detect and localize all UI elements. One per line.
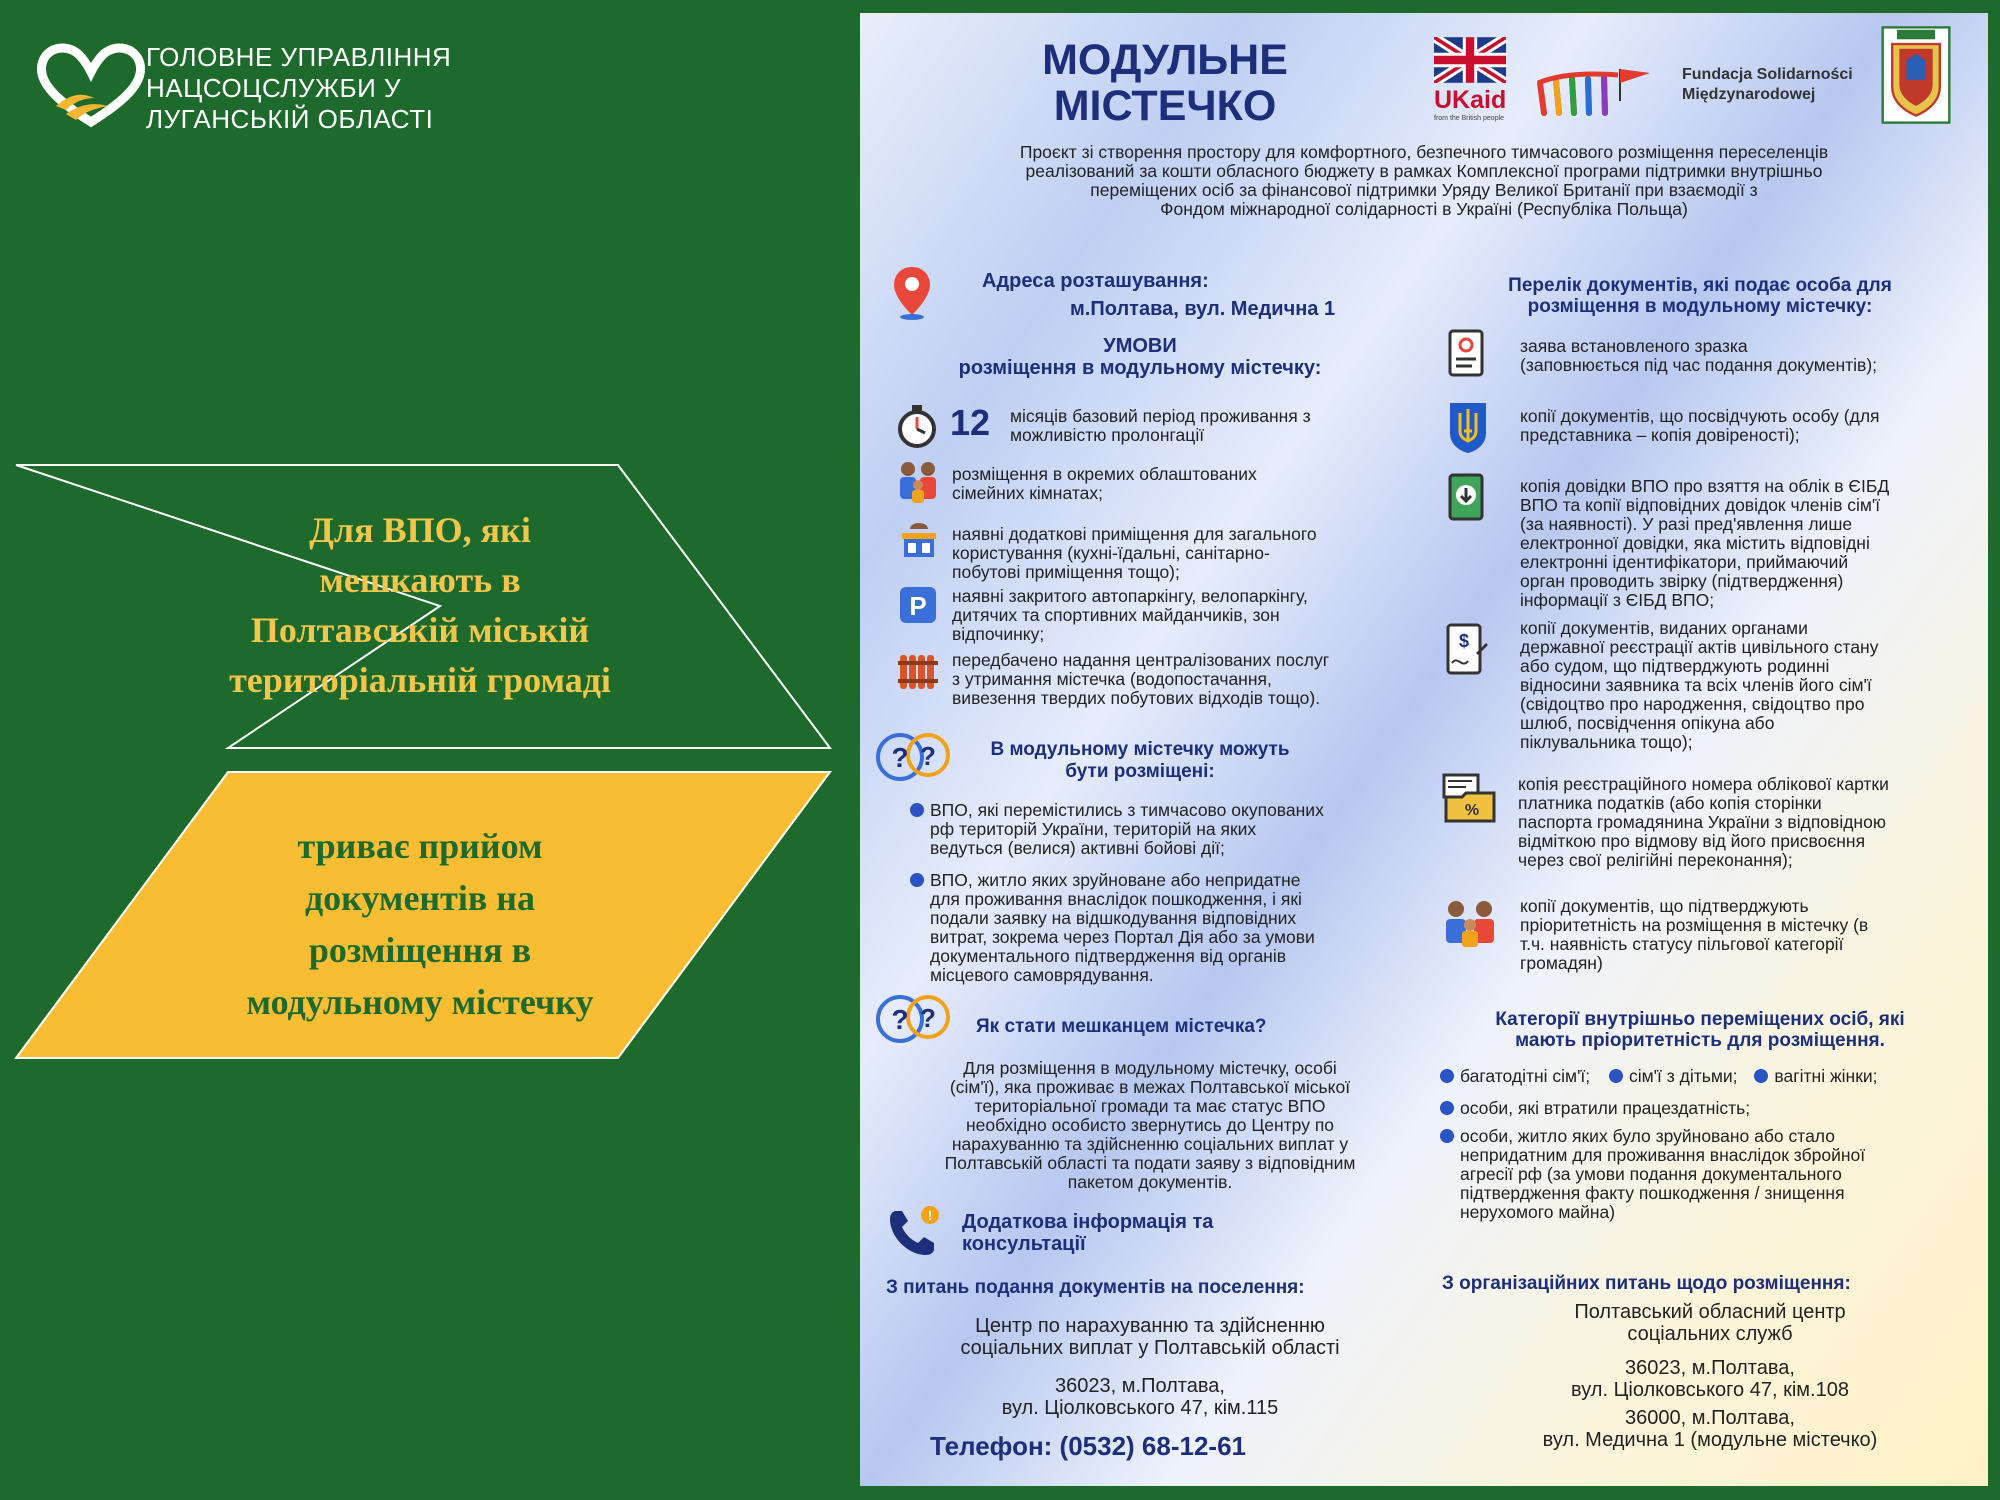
svg-text:$: $	[1458, 631, 1470, 651]
categories-title-line: Категорії внутрішньо переміщених осіб, які	[1495, 1009, 1905, 1030]
categories-title	[1420, 1009, 1980, 1051]
who-title-line: В модульному містечку можуть	[990, 739, 1290, 760]
category-line: особи, житло яких було зруйновано або стало	[1460, 1126, 1835, 1146]
shape-line: документів на	[304, 878, 536, 918]
application-form-icon	[1448, 329, 1488, 379]
shape-line: Для ВПО, які	[309, 510, 531, 550]
location-pin-icon	[892, 265, 932, 321]
info-title-line: консультації	[962, 1233, 1086, 1255]
documents-list-title-line: Перелік документів, які подає особа для	[1508, 275, 1892, 296]
intro-line: реалізований за кошти обласного бюджету в рамках Комплексної програми підтримки внутрішньо	[1025, 161, 1823, 181]
stopwatch-icon	[894, 403, 940, 449]
bullet-icon	[1440, 1129, 1454, 1143]
shape-line: територіальній громаді	[229, 660, 611, 700]
family-icon	[896, 459, 940, 505]
document-line: піклувальника тощо);	[1520, 732, 1693, 752]
condition-line: побутові приміщення тощо);	[952, 562, 1180, 582]
fundacja-text	[1682, 65, 1853, 105]
intro-paragraph	[900, 143, 1948, 219]
conditions-title	[900, 335, 1380, 379]
org-line: ЛУГАНСЬКІЙ ОБЛАСТІ	[146, 104, 434, 134]
docs-question: З питань подання документів на поселення:	[886, 1277, 1305, 1298]
info-title-line: Додаткова інформація та	[962, 1211, 1214, 1233]
top-shape-text	[190, 505, 650, 705]
radiator-icon	[896, 649, 942, 693]
who-line: ведуться (велися) активні бойові дії;	[930, 838, 1225, 858]
condition-line: передбачено надання централізованих послуг	[952, 650, 1330, 670]
who-title-line: бути розміщені:	[1065, 761, 1215, 782]
docs-center	[900, 1315, 1400, 1359]
organization-address-line: вул. Ціолковського 47, кім.108	[1571, 1379, 1849, 1401]
priority-group-icon	[1442, 897, 1498, 949]
organization-question: З організаційних питань щодо розміщення:	[1442, 1273, 1851, 1294]
docs-center-line: соціальних виплат у Полтавській області	[960, 1337, 1340, 1359]
category-large-families: багатодітні сім'ї;	[1460, 1066, 1591, 1086]
bottom-shape-text	[190, 820, 650, 1028]
document-civil-registry	[1520, 619, 1878, 752]
document-priority	[1520, 897, 1868, 973]
uk-flag-icon	[1434, 37, 1506, 83]
months-text-line: місяців базовий період проживання з	[1010, 406, 1311, 426]
org-line: ГОЛОВНЕ УПРАВЛІННЯ	[146, 42, 452, 72]
who-line: для проживання внаслідок пошкодження, і які	[930, 889, 1302, 909]
address-label: Адреса розташування:	[982, 270, 1209, 292]
intro-line: Фондом міжнародної солідарності в Україні (Республіка Польща)	[1160, 199, 1688, 219]
organization-center-line: соціальних служб	[1627, 1323, 1793, 1345]
document-line: або судом, що підтверджують родинні	[1520, 656, 1830, 676]
category-pregnant-women: вагітні жінки;	[1774, 1066, 1878, 1086]
condition-line: сімейних кімнатах;	[952, 483, 1103, 503]
documents-list-title	[1440, 275, 1960, 317]
document-line: (за наявності). У разі пред'явлення лише	[1520, 514, 1853, 534]
solidarity-logo-icon	[1532, 61, 1658, 119]
who-item-destroyed	[910, 871, 1315, 985]
shape-line: мешкають в	[319, 560, 521, 600]
document-line: відносини заявника та всіх членів його сім'ї	[1520, 675, 1872, 695]
category-line: нерухомого майна)	[1460, 1202, 1616, 1222]
bullet-icon	[1440, 1069, 1454, 1083]
document-line: державної реєстрації актів цивільного стану	[1520, 637, 1879, 657]
document-line: т.ч. наявність статусу пільгової категорії	[1520, 934, 1844, 954]
document-line: відміткою про відмову від його присвоєння	[1518, 831, 1866, 851]
condition-line: з утримання містечка (водопостачання,	[952, 669, 1272, 689]
who-item-occupied	[910, 801, 1324, 858]
svg-text:%: %	[1464, 802, 1480, 819]
info-title	[962, 1211, 1213, 1255]
document-line: через свої релігійні переконання);	[1518, 850, 1793, 870]
ukaid-text: UKaid	[1434, 86, 1507, 114]
docs-address-line: вул. Ціолковського 47, кім.115	[1001, 1397, 1279, 1419]
condition-parking	[952, 587, 1308, 644]
document-line: представника – копія довіреності);	[1520, 425, 1800, 445]
category-line: особи, які втратили працездатність;	[1460, 1098, 1751, 1118]
months-text-line: можливістю пролонгації	[1010, 425, 1205, 445]
kitchen-icon	[896, 519, 942, 561]
how-title: Як стати мешканцем містечка?	[976, 1016, 1267, 1037]
document-tax-number	[1518, 775, 1889, 870]
organization-address-line: вул. Медична 1 (модульне містечко)	[1542, 1429, 1878, 1451]
modular-town-poster	[860, 13, 1988, 1486]
organization-address-2	[1480, 1407, 1940, 1451]
condition-line: користування (кухні-їдальні, санітарно-	[952, 543, 1270, 563]
ukaid-subtitle: from the British people	[1434, 115, 1505, 122]
poster-title-line: МОДУЛЬНЕ	[1042, 36, 1288, 84]
how-line: пакетом документів.	[1067, 1172, 1233, 1192]
how-text	[880, 1059, 1420, 1192]
document-line: заява встановленого зразка	[1520, 336, 1748, 356]
document-line: платника податків (або копія сторінки	[1518, 793, 1822, 813]
docs-address	[920, 1375, 1360, 1419]
months-text	[1010, 407, 1311, 445]
parking-icon	[898, 585, 938, 625]
conditions-title-line: розміщення в модульному містечку:	[958, 357, 1322, 379]
who-line: витрат, зокрема через Портал Дія або за умови	[930, 927, 1315, 947]
bullet-icon	[1609, 1069, 1623, 1083]
how-line: (сім'ї), яка проживає в межах Полтавської міської	[949, 1077, 1351, 1097]
who-line: місцевого самоврядування.	[930, 965, 1154, 985]
poltava-coat-of-arms-icon	[1880, 25, 1952, 125]
organization-address-line: 36023, м.Полтава,	[1625, 1357, 1795, 1379]
document-line: орган проводить звірку (підтвердження)	[1520, 571, 1844, 591]
who-line: документального підтвердження від органів	[930, 946, 1287, 966]
phone-consultation-icon	[886, 1203, 942, 1259]
bullet-icon	[1754, 1069, 1768, 1083]
document-line: копія реєстраційного номера облікової картки	[1518, 774, 1889, 794]
category-families-with-children: сім'ї з дітьми;	[1629, 1066, 1738, 1086]
who-line: подали заявку на відшкодування відповідних	[930, 908, 1297, 928]
how-line: необхідно особисто звернутись до Центру по	[965, 1115, 1335, 1135]
condition-family-rooms	[952, 465, 1257, 503]
document-line: інформації з ЄІБД ВПО;	[1520, 590, 1715, 610]
poster-title	[1030, 37, 1300, 129]
who-title	[950, 739, 1330, 783]
conditions-title-line: УМОВИ	[1103, 335, 1177, 357]
condition-line: розміщення в окремих облаштованих	[952, 464, 1257, 484]
category-line: підтвердження факту пошкодження / знищення	[1460, 1183, 1845, 1203]
who-line: ВПО, житло яких зруйноване або непридатне	[930, 870, 1301, 890]
how-line: нарахуванню та здійсненню соціальних виплат у	[951, 1134, 1349, 1154]
document-line: копії документів, що посвідчують особу (для	[1520, 406, 1880, 426]
condition-line: вивезення твердих побутових відходів тощо).	[952, 688, 1321, 708]
category-line: агресії рф (за умови подання документального	[1460, 1164, 1842, 1184]
bullet-icon	[910, 873, 924, 887]
document-application	[1520, 337, 1877, 375]
phone-number: Телефон: (0532) 68-12-61	[930, 1431, 1247, 1461]
address-value: м.Полтава, вул. Медична 1	[1070, 298, 1336, 320]
document-line: (свідоцтво про народження, свідоцтво про	[1520, 694, 1865, 714]
svg-text:!: !	[927, 1208, 933, 1223]
svg-text:?: ?	[920, 741, 936, 771]
document-line: громадян)	[1520, 953, 1603, 973]
category-disabled	[1440, 1099, 1750, 1118]
document-line: електронної довідки, яка містить відповідні	[1520, 533, 1870, 553]
svg-text:P: P	[909, 591, 927, 621]
svg-text:?: ?	[891, 742, 909, 773]
shape-line: модульному містечку	[246, 982, 594, 1022]
organization-address-line: 36000, м.Полтава,	[1625, 1407, 1795, 1429]
who-line: рф територій України, територій на яких	[930, 819, 1257, 839]
certificate-download-icon	[1448, 473, 1492, 527]
condition-line: наявні додаткові приміщення для загального	[952, 524, 1317, 544]
bullet-icon	[1440, 1101, 1454, 1115]
docs-address-line: 36023, м.Полтава,	[1055, 1375, 1225, 1397]
document-line: копія довідки ВПО про взяття на облік в ЄІБД	[1520, 476, 1890, 496]
how-line: Полтавській області та подати заяву з відповідним	[944, 1153, 1356, 1173]
document-id	[1520, 407, 1880, 445]
document-line: пріоритетність на розміщення в містечку (в	[1520, 915, 1869, 935]
categories-row	[1440, 1067, 1878, 1086]
intro-line: Проєкт зі створення простору для комфортного, безпечного тимчасового розміщення переселенців	[1019, 142, 1829, 162]
document-line: паспорта громадянина України з відповідною	[1518, 812, 1886, 832]
who-line: ВПО, які перемістились з тимчасово окупованих	[930, 800, 1324, 820]
question-bubbles-icon	[874, 729, 954, 791]
svg-text:?: ?	[920, 1003, 936, 1033]
document-line: електронні ідентифікатори, приймаючий	[1520, 552, 1849, 572]
fundacja-line: Międzynarodowej	[1682, 86, 1816, 103]
tax-folder-icon	[1442, 769, 1498, 825]
question-bubbles-icon	[874, 991, 954, 1053]
condition-utilities	[952, 651, 1329, 708]
condition-line: дитячих та спортивних майданчиків, зон	[952, 605, 1280, 625]
organization-center-line: Полтавський обласний центр	[1574, 1301, 1846, 1323]
document-vpo-certificate	[1520, 477, 1889, 610]
document-line: копії документів, що підтверджують	[1520, 896, 1809, 916]
document-line: шлюб, посвідчення опікуна або	[1520, 713, 1775, 733]
document-line: копії документів, виданих органами	[1520, 618, 1808, 638]
documents-list-title-line: розміщення в модульному містечку:	[1527, 296, 1873, 317]
category-line: непридатним для проживання внаслідок збройної	[1460, 1145, 1866, 1165]
svg-text:?: ?	[891, 1004, 909, 1035]
trident-shield-icon	[1448, 399, 1488, 455]
document-line: (заповнюється під час подання документів);	[1520, 355, 1878, 375]
category-destroyed-housing	[1440, 1127, 1865, 1222]
organization-center	[1480, 1301, 1940, 1345]
bullet-icon	[910, 803, 924, 817]
condition-shared-rooms	[952, 525, 1317, 582]
how-line: Для розміщення в модульному містечку, особі	[963, 1058, 1337, 1078]
shape-line: Полтавській міській	[250, 610, 590, 650]
categories-title-line: мають пріоритетність для розміщення.	[1515, 1030, 1885, 1051]
condition-line: відпочинку;	[952, 624, 1045, 644]
months-number: 12	[950, 402, 991, 443]
poster-title-line: МІСТЕЧКО	[1053, 82, 1277, 130]
how-line: територіальної громади та має статус ВПО	[974, 1096, 1326, 1116]
shape-line: триває прийом	[297, 826, 543, 866]
condition-line: наявні закритого автопаркінгу, велопаркінгу,	[952, 586, 1308, 606]
document-line: ВПО та копії відповідних довідок членів сім'ї	[1520, 495, 1881, 515]
shape-line: розміщення в	[308, 930, 532, 970]
fundacja-line: Fundacja Solidarności	[1682, 66, 1853, 83]
intro-line: переміщених осіб за фінансової підтримки Уряду Великої Британії при взаємодії з	[1090, 180, 1758, 200]
organization-address-1	[1480, 1357, 1940, 1401]
org-line: НАЦСОЦСЛУЖБИ У	[146, 73, 402, 103]
docs-center-line: Центр по нарахуванню та здійсненню	[975, 1315, 1325, 1337]
signed-document-icon	[1446, 623, 1490, 679]
